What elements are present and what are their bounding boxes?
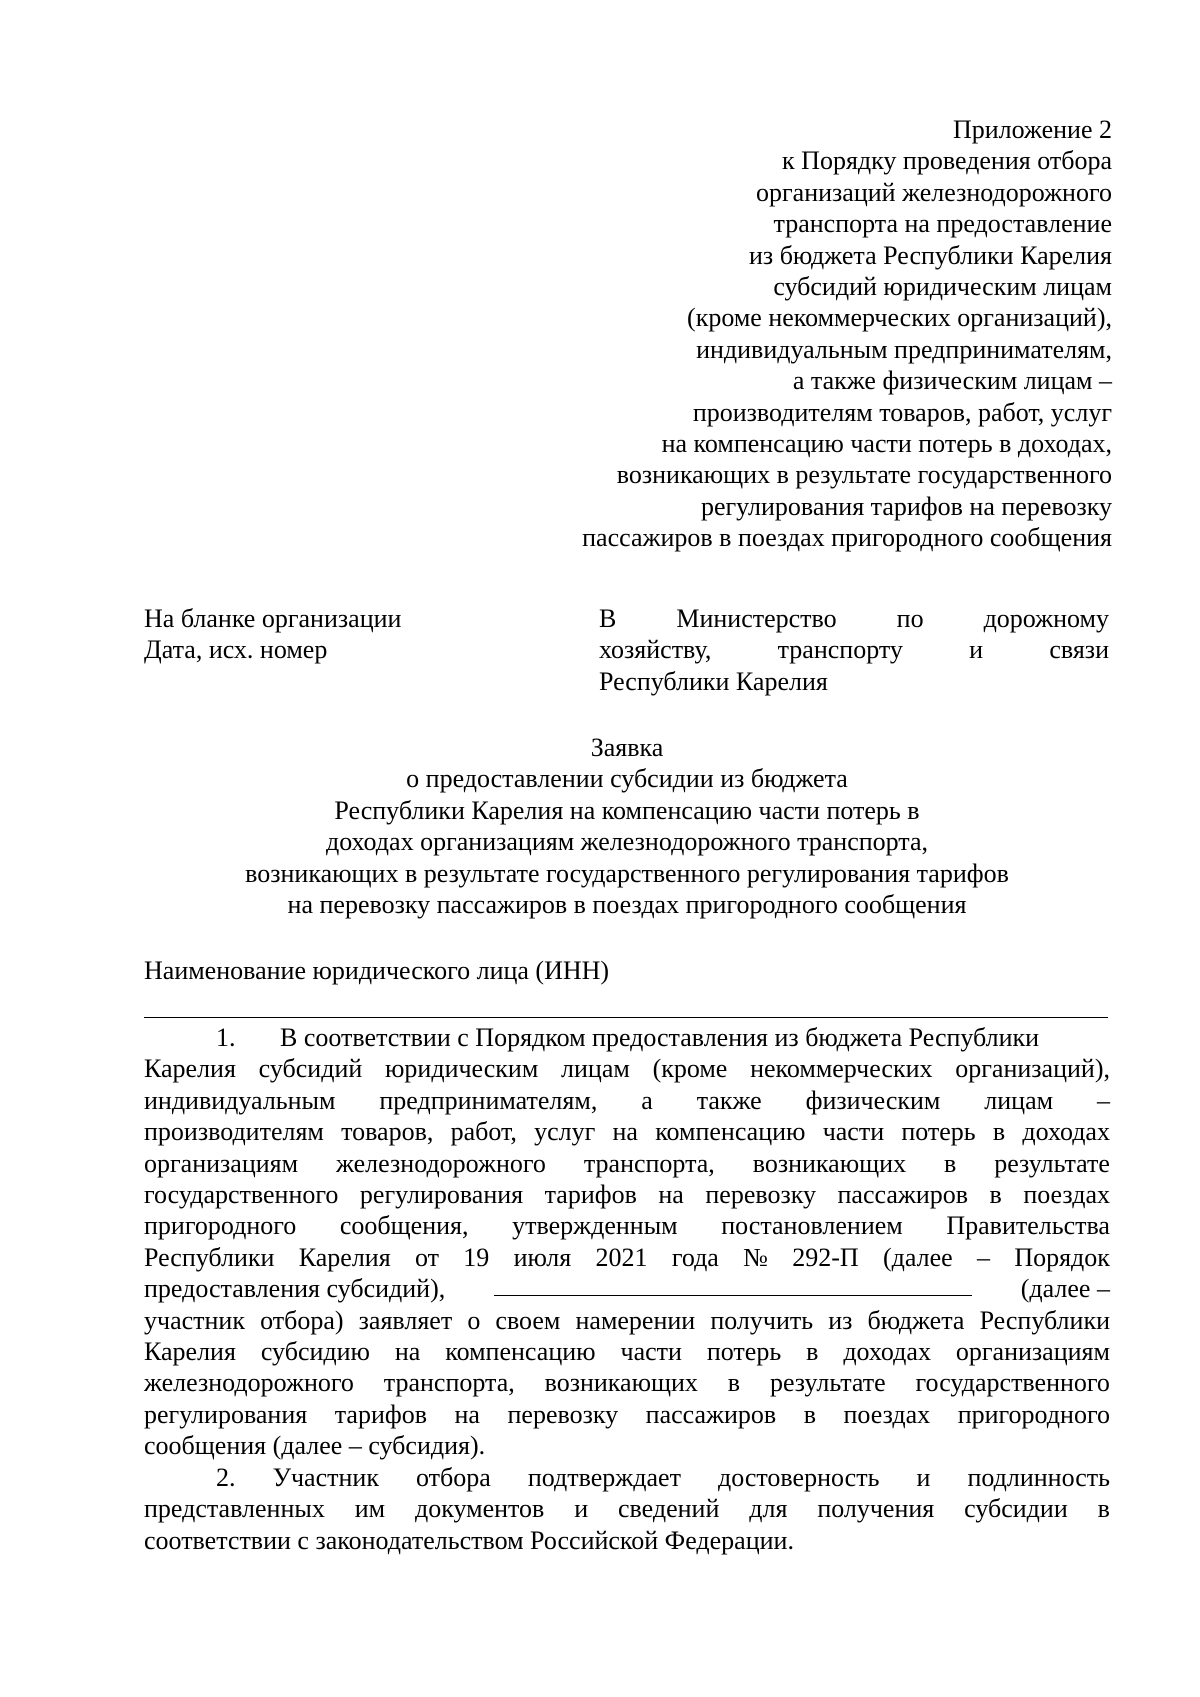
word: участник [144,1305,245,1335]
application-title [144,732,1110,920]
word: Республики [144,1242,275,1272]
word: возникающих [544,1368,698,1398]
word: организациям [955,1337,1110,1367]
appendix-line: на компенсацию части потерь в доходах, [661,429,1112,459]
word: поездах [843,1399,931,1429]
appendix-line: производителям товаров, работ, услуг [692,397,1112,427]
word: компенсацию [655,1117,806,1147]
word: организациям [144,1148,299,1178]
paragraph-line [144,1053,1110,1084]
word: бюджета [867,1305,965,1335]
paragraph-line [144,1399,1110,1430]
appendix-line: транспорта на предоставление [773,209,1112,239]
word: регулирования [359,1180,524,1210]
word: Участник [272,1462,379,1492]
word: поездах [1023,1180,1110,1210]
appendix-line: (кроме некоммерческих организаций), [687,303,1112,333]
paragraph-line [144,1148,1110,1179]
word: 19 [463,1242,490,1272]
word: пригородного [957,1399,1110,1429]
sender-block [144,603,401,666]
word: на [612,1117,638,1147]
word: транспорта, [583,1148,715,1178]
word: июля [513,1242,572,1272]
word: в [727,1368,741,1398]
word: для [749,1494,788,1524]
word: Министерство [676,604,837,633]
word: дорожному [983,604,1109,633]
appendix-line: к Порядку проведения отбора [782,146,1112,176]
word: подтверждает [527,1462,681,1492]
word: достоверность [718,1462,880,1492]
word: услуг [534,1117,596,1147]
word: – [1096,1085,1110,1115]
paragraph-last-line [144,1430,1110,1461]
word: сведений [618,1494,720,1524]
word: предпринимателям, [379,1085,598,1115]
word: Карелия [144,1337,236,1367]
line-text: (далее – [1020,1274,1110,1304]
addressee-line-2 [599,634,1109,665]
participant-name-blank [494,1273,972,1296]
word: индивидуальным [144,1085,336,1115]
application-body [144,1022,1110,1556]
word: в [1097,1494,1110,1524]
paragraph-number: 2. [216,1462,236,1492]
word: перевозку [507,1399,619,1429]
title-line: доходах организациям железнодорожного транспорта, [325,827,929,857]
word: юридическим [385,1054,539,1084]
paragraph-line [144,1242,1110,1273]
addressee-block [599,603,1109,697]
word: субсидию [260,1337,370,1367]
word: заявляет [358,1305,453,1335]
word: по [896,604,924,633]
word: доходах [1022,1117,1110,1147]
word: государственного [915,1368,1110,1398]
paragraph-2-first-line [144,1462,1110,1493]
word: пригородного [144,1211,297,1241]
word: и [916,1462,931,1492]
paragraph-line [144,1179,1110,1210]
paragraph-line [144,1116,1110,1147]
word: на [394,1337,421,1367]
word: Правительства [946,1211,1110,1241]
word: пассажиров [837,1180,969,1210]
paragraph-line [144,1305,1110,1336]
word: от [414,1242,439,1272]
word: государственного [144,1180,339,1210]
word: хозяйству, [599,635,712,665]
word: своем [495,1305,561,1335]
word: Карелия [144,1054,236,1084]
word: также [696,1085,762,1115]
paragraph-line [144,1336,1110,1367]
paragraph-last-line [144,1525,1110,1556]
word: тарифов [334,1399,427,1429]
title-heading: Заявка [590,733,664,762]
appendix-line: субсидий юридическим лицам [773,272,1112,302]
title-line: о предоставлении субсидии из бюджета [406,764,848,794]
word: а [641,1085,653,1115]
word: Республики [979,1305,1110,1335]
word: доходах [843,1337,931,1367]
line-text: соответствии с законодательством Российской Федерации. [144,1525,794,1555]
word: потерь [901,1117,976,1147]
word: на [454,1399,480,1429]
word: субсидий [258,1054,363,1084]
title-line: возникающих в результате государственного регулирования тарифов [245,858,1009,888]
word: и [969,635,984,665]
word: постановлением [721,1211,903,1241]
word: в [806,1337,819,1367]
word: утвержденным [512,1211,678,1241]
word: № [743,1242,768,1272]
word: физическим [805,1085,941,1115]
word: – [977,1242,991,1272]
appendix-line: регулирования тарифов на перевозку [700,491,1112,521]
word: 2021 [595,1242,648,1272]
word: получить [710,1305,814,1335]
word: сообщения, [339,1211,469,1241]
word: субсидии [964,1494,1068,1524]
paragraph-line [144,1493,1110,1524]
word: транспорта, [383,1368,515,1398]
word: работ, [450,1117,517,1147]
appendix-line: индивидуальным предпринимателям, [696,334,1112,364]
appendix-line: возникающих в результате государственного [616,460,1112,490]
appendix-line: Приложение 2 [952,115,1112,144]
word: связи [1049,635,1109,665]
word: транспорту [777,635,903,665]
appendix-line: организаций железнодорожного [756,177,1112,207]
word: пассажиров [645,1399,777,1429]
legal-name-label: Наименование юридического лица (ИНН) [144,956,610,985]
word: на [658,1180,684,1210]
word: железнодорожного [336,1148,546,1178]
word: отбора [416,1462,491,1492]
word: и [574,1494,589,1524]
paragraph-line [144,1367,1110,1398]
word: перевозку [705,1180,816,1210]
word: о [467,1305,481,1335]
word: лицам [984,1085,1054,1115]
paragraph-text: В соответствии с Порядком предоставления из бюджета Республики [280,1023,1040,1052]
word: результате [994,1148,1110,1178]
word: 292-П [792,1242,859,1272]
word: железнодорожного [144,1368,354,1398]
word: части [620,1337,682,1367]
word: части [822,1117,885,1147]
word: подлинность [967,1462,1110,1492]
word: (кроме [652,1054,728,1084]
addressee-line-3: Республики Карелия [599,666,828,696]
word: возникающих [752,1148,907,1178]
word: тарифов [544,1180,637,1210]
sender-letterhead: На бланке организации [144,604,402,633]
word: из [828,1305,853,1335]
paragraph-line [144,1085,1110,1116]
word: документов [414,1494,545,1524]
legal-name-fill-line [144,1017,1108,1018]
word: намерении [575,1305,696,1335]
paragraph-number: 1. [216,1023,236,1052]
title-line: на перевозку пассажиров в поездах пригородного сообщения [287,890,967,920]
word: в [989,1180,1002,1210]
word: представленных [144,1494,325,1524]
word: В [599,604,617,633]
paragraph-line [144,1210,1110,1241]
title-line: Республики Карелия на компенсацию части потерь в [334,795,920,825]
line-text: предоставления субсидий), [144,1274,446,1304]
word: в [803,1399,816,1429]
word: отбора) [260,1305,344,1335]
word: компенсацию [445,1337,596,1367]
word: регулирования [144,1399,308,1429]
appendix-header [582,114,1112,554]
word: Карелия [298,1242,391,1272]
word: товаров, [341,1117,434,1147]
word: результате [769,1368,886,1398]
word: года [671,1242,719,1272]
paragraph-line-with-blank [144,1273,1110,1304]
word: им [354,1494,386,1524]
addressee-line-1 [599,603,1109,634]
word: потерь [706,1337,782,1367]
paragraph-1-first-line [144,1022,1110,1053]
sender-date-number: Дата, исх. номер [144,635,328,665]
line-text: сообщения (далее – субсидия). [144,1431,486,1461]
appendix-line: а также физическим лицам – [792,366,1112,396]
word: некоммерческих [750,1054,933,1084]
appendix-line: пассажиров в поездах пригородного сообщения [582,523,1112,553]
word: (далее [883,1242,953,1272]
word: в [992,1117,1006,1147]
word: получения [817,1494,935,1524]
appendix-line: из бюджета Республики Карелия [749,240,1112,270]
word: лицам [561,1054,630,1084]
word: производителям [144,1117,324,1147]
word: Порядок [1014,1242,1110,1272]
word: организаций), [955,1054,1110,1084]
word: в [944,1148,957,1178]
